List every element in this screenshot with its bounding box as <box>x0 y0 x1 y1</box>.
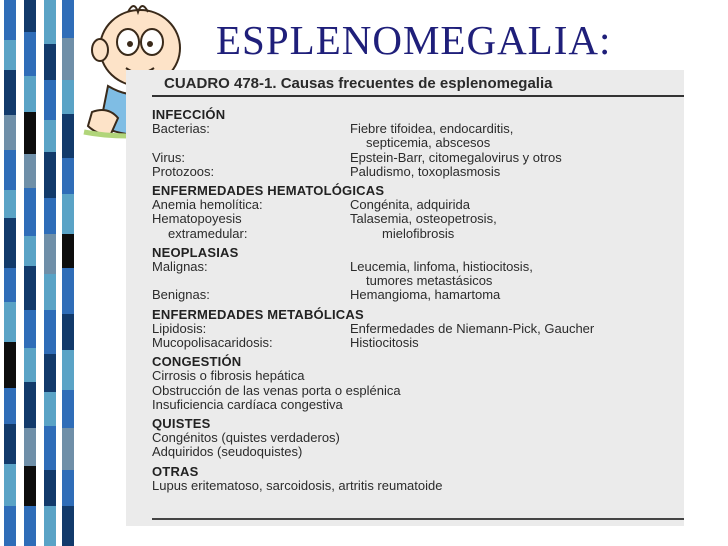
decorative-mosaic-strip <box>0 0 80 546</box>
list-item: Cirrosis o fibrosis hepática <box>152 368 305 384</box>
row-label: Malignas: <box>152 259 208 275</box>
row-value: Congénita, adquirida <box>350 197 470 213</box>
table-row <box>152 288 676 302</box>
row-value: Paludismo, toxoplasmosis <box>350 163 501 179</box>
list-item: Insuficiencia cardíaca congestiva <box>152 396 343 412</box>
row-value: Fiebre tifoidea, endocarditis, <box>350 121 514 137</box>
row-value: septicemia, abscesos <box>366 135 491 151</box>
table-caption: CUADRO 478-1. Causas frecuentes de esplenomegalia <box>164 75 553 92</box>
section-heading-congestion: CONGESTIÓN <box>152 354 242 370</box>
table-row <box>152 122 676 136</box>
bottom-rule <box>152 518 684 520</box>
caption-rule <box>152 95 684 97</box>
row-value: Histiocitosis <box>350 335 419 351</box>
list-item: Obstrucción de las venas porta o esplénica <box>152 382 401 398</box>
table-row <box>152 165 676 179</box>
table-row <box>152 151 676 165</box>
section-heading-metabolicas: ENFERMEDADES METABÓLICAS <box>152 306 364 322</box>
row-value: Hemangioma, hamartoma <box>350 287 501 303</box>
table-row <box>152 336 676 350</box>
list-item: Adquiridos (seudoquistes) <box>152 444 303 460</box>
section-heading-neoplasias: NEOPLASIAS <box>152 244 239 260</box>
table-row <box>152 260 676 274</box>
section-heading-infeccion: INFECCIÓN <box>152 107 226 122</box>
row-value: Leucemia, linfoma, histiocitosis, <box>350 259 533 275</box>
row-value: mielofibrosis <box>382 225 455 241</box>
table-row <box>152 212 676 226</box>
row-value: Talasemia, osteopetrosis, <box>350 211 497 227</box>
row-value: Enfermedades de Niemann-Pick, Gaucher <box>350 320 595 336</box>
list-item: Lupus eritematoso, sarcoidosis, artritis reumatoide <box>152 477 443 493</box>
table-body <box>152 108 676 493</box>
table-row <box>152 198 676 212</box>
slide-title: ESPLENOMEGALIA: <box>216 17 612 63</box>
scanned-table <box>126 70 684 526</box>
row-label: Bacterias: <box>152 121 210 137</box>
table-row <box>152 136 676 150</box>
row-label: Benignas: <box>152 287 210 303</box>
row-label: Lipidosis: <box>152 320 207 336</box>
list-item: Congénitos (quistes verdaderos) <box>152 430 340 446</box>
table-row <box>152 274 676 288</box>
section-heading-hematologicas: ENFERMEDADES HEMATOLÓGICAS <box>152 183 385 199</box>
table-row <box>152 322 676 336</box>
section-heading-quistes: QUISTES <box>152 416 211 432</box>
row-label: Hematopoyesis <box>152 211 242 227</box>
table-row <box>152 227 676 241</box>
row-label: Virus: <box>152 149 185 165</box>
row-label: extramedular: <box>168 225 248 241</box>
row-label: Protozoos: <box>152 163 215 179</box>
row-label: Anemia hemolítica: <box>152 197 263 213</box>
row-label: Mucopolisacaridosis: <box>152 335 273 351</box>
row-value: Epstein-Barr, citomegalovirus y otros <box>350 149 562 165</box>
row-value: tumores metastásicos <box>366 273 493 289</box>
section-heading-otras: OTRAS <box>152 463 199 479</box>
